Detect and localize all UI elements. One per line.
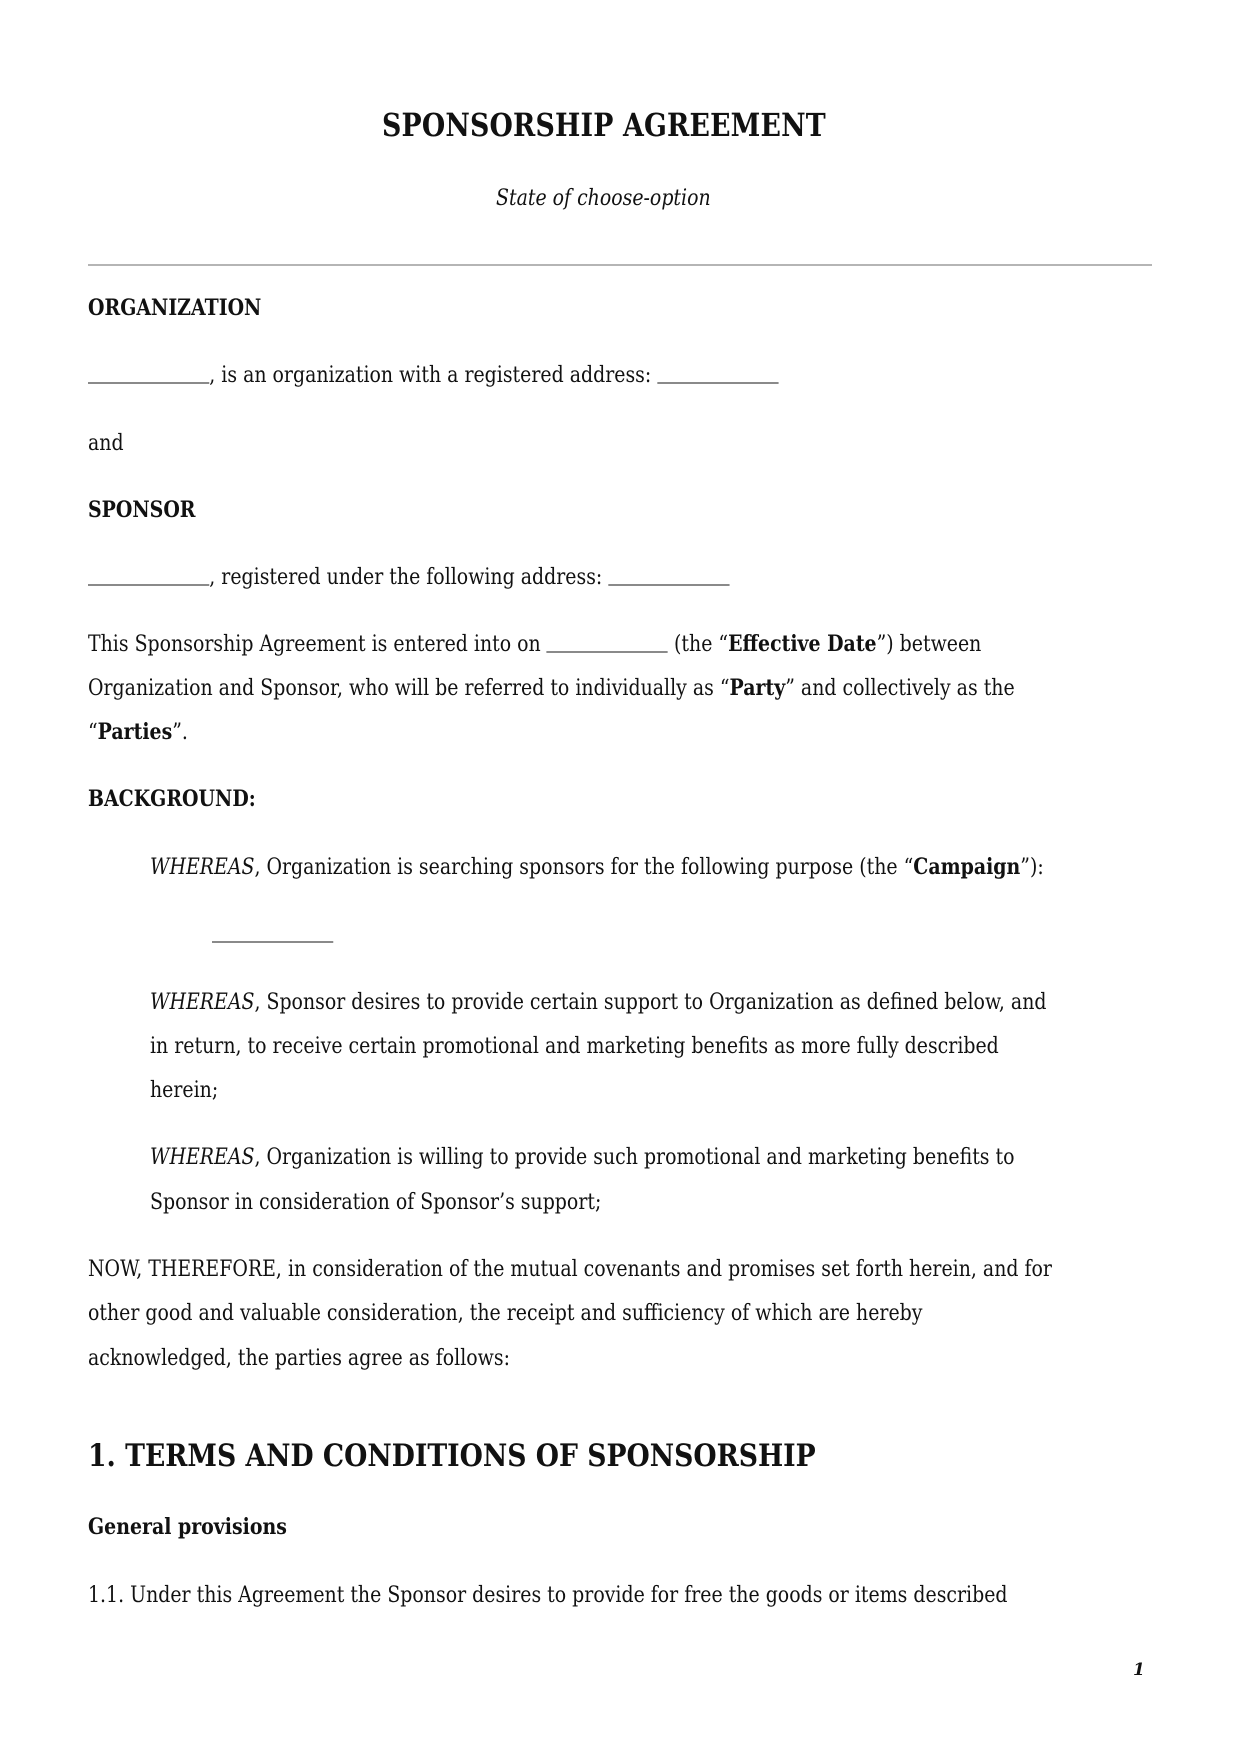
sponsor-heading: SPONSOR	[88, 497, 196, 523]
sponsor-address-blank[interactable]	[608, 583, 729, 586]
whereas-1: WHEREAS, Organization is searching sponsors for the following purpose (the “Campaign”):	[150, 854, 1044, 880]
intro-line-2: Organization and Sponsor, who will be referred to individually as “Party” and collectively as the	[88, 675, 1015, 701]
whereas-label: WHEREAS	[150, 1145, 255, 1170]
intro-line-3: “Parties”.	[88, 719, 188, 745]
organization-heading: ORGANIZATION	[88, 295, 262, 321]
therefore-line-3: acknowledged, the parties agree as follows:	[88, 1346, 510, 1371]
campaign-purpose-line	[212, 912, 1241, 957]
effective-date-term: Effective Date	[728, 631, 877, 657]
effective-date-blank[interactable]	[547, 650, 668, 653]
sponsor-line: , registered under the following address:	[88, 555, 1168, 600]
whereas-label: WHEREAS	[150, 855, 255, 880]
document-title: SPONSORSHIP AGREEMENT	[381, 106, 826, 144]
clause-1-1: 1.1. Under this Agreement the Sponsor desires to provide for free the goods or items described	[88, 1583, 1008, 1608]
whereas-3-line-1: WHEREAS, Organization is willing to provide such promotional and marketing benefits to	[150, 1145, 1015, 1170]
whereas-2-line-2: in return, to receive certain promotional and marketing benefits as more fully described	[150, 1034, 999, 1059]
therefore-line-2: other good and valuable consideration, the receipt and sufficiency of which are hereby	[88, 1301, 923, 1326]
whereas-3-line-2: Sponsor in consideration of Sponsor’s support;	[150, 1190, 602, 1215]
general-provisions-heading: General provisions	[88, 1514, 287, 1540]
intro-line-1: This Sponsorship Agreement is entered into on (the “Effective Date”) between	[88, 631, 982, 657]
parties-term: Parties	[97, 719, 173, 745]
header-divider	[88, 264, 1152, 266]
whereas-label: WHEREAS	[150, 990, 255, 1015]
whereas-2-line-3: herein;	[150, 1078, 219, 1103]
campaign-term: Campaign	[913, 854, 1021, 880]
document-subtitle: State of choose-option	[495, 186, 711, 211]
party-term: Party	[729, 675, 786, 701]
connector-and: and	[88, 431, 124, 456]
organization-address-blank[interactable]	[657, 381, 778, 384]
sponsor-name-blank[interactable]	[88, 583, 209, 586]
whereas-2-line-1: WHEREAS, Sponsor desires to provide certain support to Organization as defined below, and	[150, 990, 1047, 1015]
page-number: 1	[1133, 1660, 1145, 1680]
organization-name-blank[interactable]	[88, 381, 209, 384]
section-1-heading: 1. TERMS AND CONDITIONS OF SPONSORSHIP	[88, 1438, 816, 1474]
campaign-purpose-blank[interactable]	[212, 940, 333, 943]
therefore-line-1: NOW, THEREFORE, in consideration of the mutual covenants and promises set forth herein, and for	[88, 1257, 1052, 1282]
background-heading: BACKGROUND:	[88, 786, 256, 812]
organization-line: , is an organization with a registered address:	[88, 353, 1168, 398]
